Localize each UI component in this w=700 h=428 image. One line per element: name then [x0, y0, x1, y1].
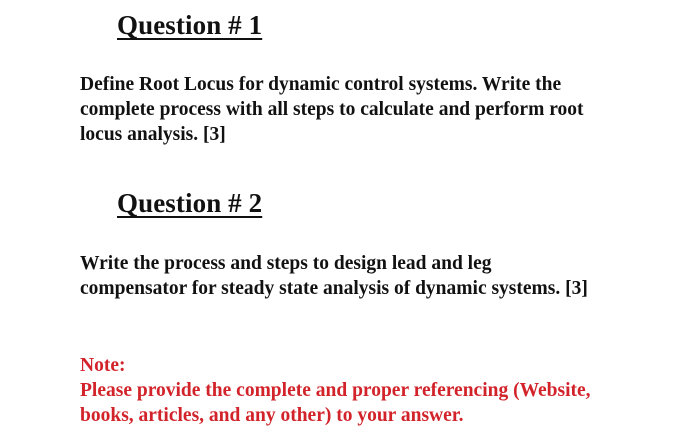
question-1-text	[80, 72, 584, 147]
question-1-line: Define Root Locus for dynamic control systems. Write the	[80, 74, 562, 95]
question-1-line: complete process with all steps to calculate and perform root	[80, 99, 584, 120]
question-1-line: locus analysis. [3]	[80, 124, 226, 145]
question-1-heading: Question # 1	[117, 10, 263, 40]
question-2-heading: Question # 2	[117, 188, 263, 218]
question-2-text	[80, 251, 588, 301]
note-line: books, articles, and any other) to your answer.	[80, 405, 464, 426]
note-label: Note:	[80, 355, 126, 376]
question-2-line: Write the process and steps to design lead and leg	[80, 253, 492, 274]
note-line: Please provide the complete and proper referencing (Website,	[80, 380, 591, 401]
note-block	[80, 353, 591, 428]
question-2-line: compensator for steady state analysis of dynamic systems. [3]	[80, 278, 588, 299]
